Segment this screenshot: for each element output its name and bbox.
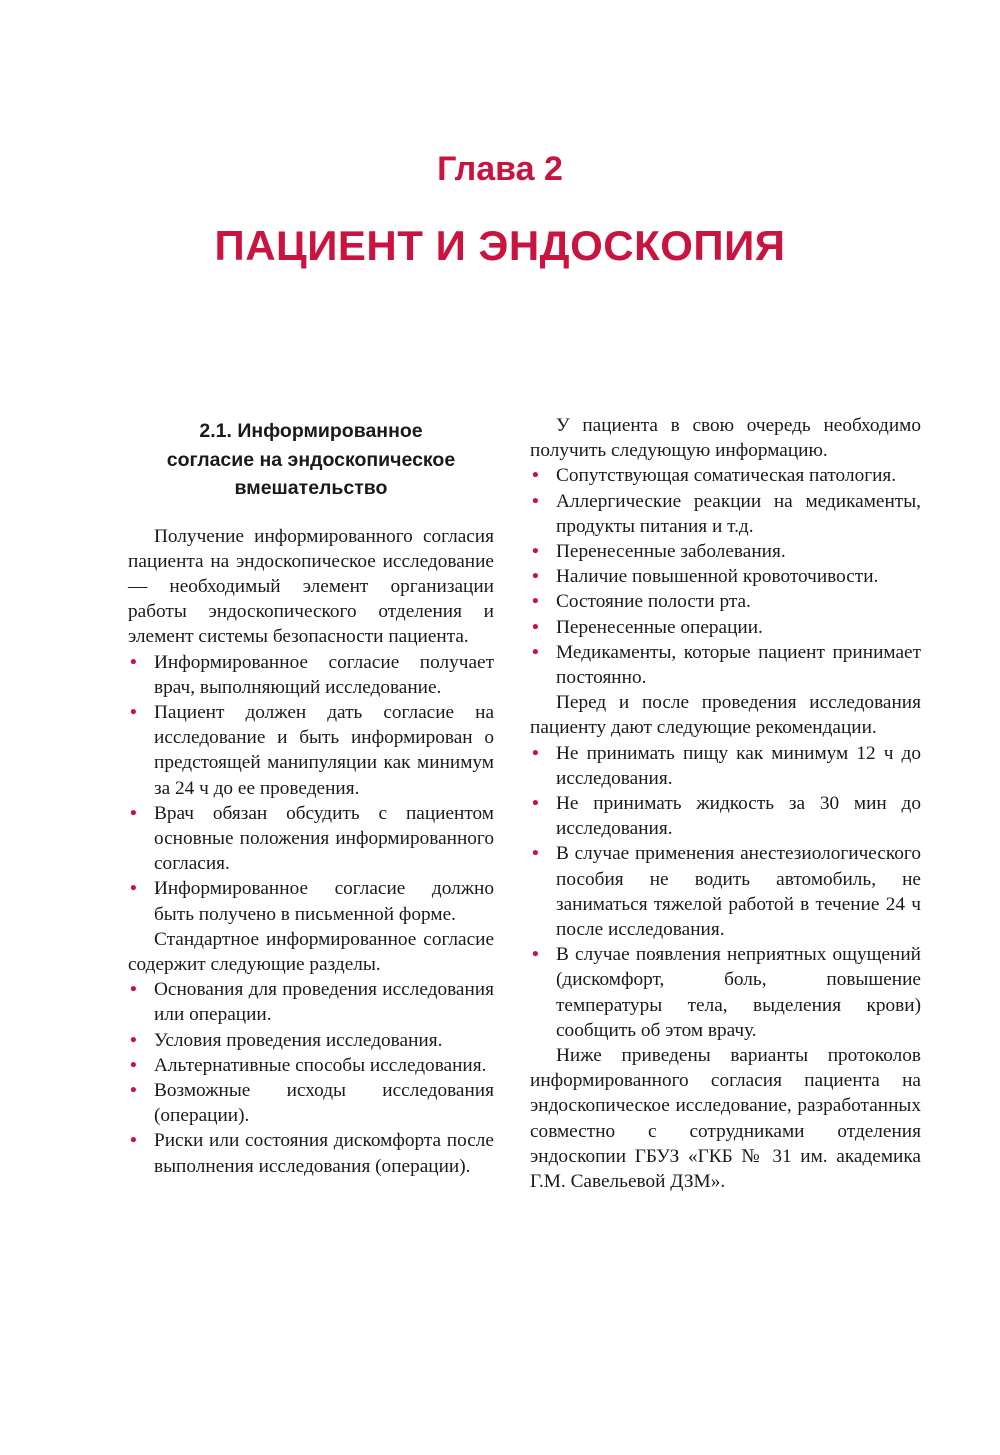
list-item: • В случае применения анестезиологического пособия не водить автомобиль, не заниматься тяжелой работой в течение 24 ч после исследования. xyxy=(530,841,921,942)
list-item: • Информированное согласие должно быть получено в письменной форме. xyxy=(128,876,494,926)
chapter-title: ПАЦИЕНТ И ЭНДОСКОПИЯ xyxy=(214,222,786,269)
list-item: • В случае появления неприятных ощущений (дискомфорт, боль, повышение температуры тела, выделения крови) сообщить об этом врачу. xyxy=(530,942,921,1043)
right-column xyxy=(530,413,921,1194)
list-item: • Сопутствующая соматическая патология. xyxy=(530,463,921,488)
chapter-label: Глава 2 xyxy=(437,150,563,188)
list-item: • Перенесенные заболевания. xyxy=(530,539,921,564)
list-item: • Условия проведения исследования. xyxy=(128,1028,494,1053)
list-item: • Не принимать жидкость за 30 мин до исследования. xyxy=(530,791,921,841)
closing-paragraph: Ниже приведены варианты протоколов информированного согласия пациента на эндоскопическое исследование, разработанных совместно с сотрудниками отделения эндоскопии ГБУЗ «ГКБ № 31 им. академика Г.М. Савельевой ДЗМ». xyxy=(530,1045,921,1193)
list-item: • Пациент должен дать согласие на исследование и быть информирован о предстоящей манипуляции как минимум за 24 ч до ее проведения. xyxy=(128,700,494,801)
list-item: • Не принимать пищу как минимум 12 ч до исследования. xyxy=(530,741,921,791)
standard-consent-paragraph: Стандартное информированное согласие содержит следующие разделы. xyxy=(128,928,494,975)
recommendations-list xyxy=(530,741,921,1043)
list-item: • Возможные исходы исследования (операции). xyxy=(128,1078,494,1128)
list-item: • Аллергические реакции на медикаменты, продукты питания и т.д. xyxy=(530,489,921,539)
consent-sections-list xyxy=(128,977,494,1179)
section-heading xyxy=(128,417,494,503)
intro-paragraph: Получение информированного согласия пациента на эндоскопическое исследование — необходимый элемент организации работы эндоскопического отделения и элемент системы безопасности пациента. xyxy=(128,525,494,648)
left-column xyxy=(128,412,494,1179)
consent-rules-list xyxy=(128,650,494,927)
section-heading-line: согласие на эндоскопическое xyxy=(166,448,456,471)
list-item: • Состояние полости рта. xyxy=(530,589,921,614)
list-item: • Информированное согласие получает врач, выполняющий исследование. xyxy=(128,650,494,700)
list-item: • Медикаменты, которые пациент принимает постоянно. xyxy=(530,640,921,690)
patient-info-paragraph: У пациента в свою очередь необходимо получить следующую информацию. xyxy=(530,415,921,462)
section-heading-line: 2.1. Информированное xyxy=(199,420,423,442)
recommendations-paragraph: Перед и после проведения исследования пациенту дают следующие рекомендации. xyxy=(530,692,921,739)
list-item: • Риски или состояния дискомфорта после выполнения исследования (операции). xyxy=(128,1128,494,1178)
list-item: • Основания для проведения исследования или операции. xyxy=(128,977,494,1027)
list-item: • Врач обязан обсудить с пациентом основные положения информированного согласия. xyxy=(128,801,494,877)
list-item: • Перенесенные операции. xyxy=(530,615,921,640)
patient-info-list xyxy=(530,463,921,690)
section-heading-line: вмешательство xyxy=(234,477,388,499)
list-item: • Альтернативные способы исследования. xyxy=(128,1053,494,1078)
list-item: • Наличие повышенной кровоточивости. xyxy=(530,564,921,589)
